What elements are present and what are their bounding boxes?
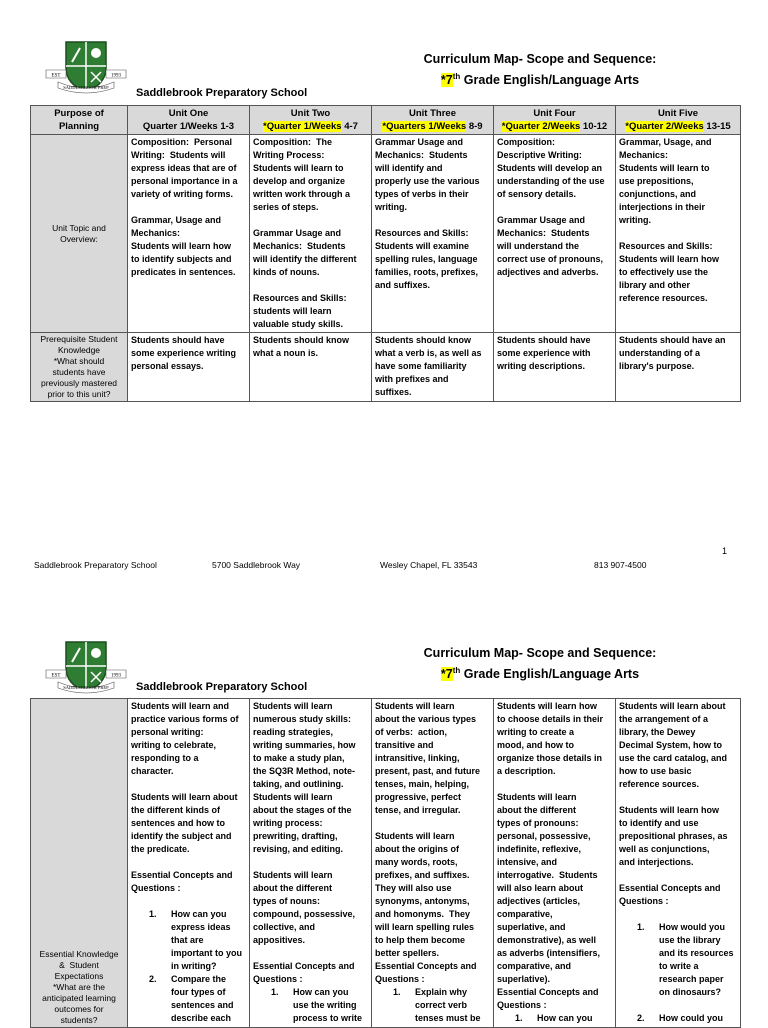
- question-item: [497, 1012, 612, 1025]
- cell-line: personal essays.: [131, 361, 204, 371]
- question-text: [659, 1012, 737, 1025]
- cell-line: Prerequisite Student: [40, 334, 118, 344]
- essential-knowledge-row: [31, 699, 741, 1028]
- cell-line: and interjections.: [619, 857, 694, 867]
- unit-header: Unit Four *Quarter 2/Weeks 10-12: [494, 106, 616, 135]
- footer-phone: 813 907-4500: [594, 560, 647, 570]
- cell-line: Students will learn: [253, 701, 333, 711]
- cell-line: compound, possessive,: [253, 909, 356, 919]
- cell-line: will also learn about: [497, 883, 584, 893]
- cell-line: describe each: [171, 1013, 232, 1023]
- school-name: Saddlebrook Preparatory School: [136, 681, 308, 693]
- cell-line: writing descriptions.: [497, 361, 586, 371]
- table-cell: [616, 135, 741, 333]
- cell-line: [375, 214, 490, 227]
- unit-header: Unit Two *Quarter 1/Weeks 4-7: [250, 106, 372, 135]
- cell-line: about the stages of the: [253, 805, 352, 815]
- prerequisite-row: [31, 333, 741, 402]
- cell-line: comparative, and: [497, 961, 572, 971]
- cell-line: [619, 869, 737, 882]
- cell-line: [619, 227, 737, 240]
- cell-line: kinds of nouns.: [253, 267, 320, 277]
- cell-line: will learn spelling rules: [375, 922, 475, 932]
- cell-line: Questions :: [497, 1000, 547, 1010]
- cell-line: prefixes, and suffixes.: [375, 870, 470, 880]
- cell-line: some experience with: [497, 348, 591, 358]
- unit-topic-label: [31, 135, 128, 333]
- cell-line: writing to create a: [497, 727, 575, 737]
- cell-line: Mechanics: Students: [497, 228, 590, 238]
- curriculum-table-page2: [30, 698, 741, 1028]
- cell-line: to make a study plan,: [253, 753, 345, 763]
- cell-line: Descriptive Writing:: [497, 150, 582, 160]
- cell-line: express ideas that are of: [131, 163, 237, 173]
- cell-line: *What are the: [53, 982, 105, 992]
- question-text: [659, 921, 737, 999]
- unit-header: Unit Five *Quarter 2/Weeks 13-15: [616, 106, 741, 135]
- cell-line: Expectations: [54, 971, 104, 981]
- cell-line: about the various types: [375, 714, 477, 724]
- cell-line: Grammar Usage and: [497, 215, 586, 225]
- cell-line: understanding of a: [619, 348, 700, 358]
- cell-line: express ideas: [171, 922, 231, 932]
- cell-line: Mechanics:: [619, 150, 669, 160]
- cell-line: variety of writing forms.: [131, 189, 234, 199]
- cell-line: Unit Topic and: [52, 222, 106, 233]
- table-cell: [250, 135, 372, 333]
- logo-year: 1993: [111, 73, 121, 79]
- cell-line: mood, and how to: [497, 740, 574, 750]
- unit-header: Unit One Quarter 1/Weeks 1-3: [128, 106, 250, 135]
- cell-line: personal, possessive,: [497, 831, 591, 841]
- cell-line: use the library: [659, 935, 721, 945]
- cell-line: anticipated learning: [42, 993, 116, 1003]
- cell-line: conjunctions, and: [619, 189, 697, 199]
- cell-line: Grammar Usage and: [375, 137, 464, 147]
- cell-line: Students will examine: [375, 241, 470, 251]
- table-cell: [616, 699, 741, 1028]
- cell-line: Students will learn about: [619, 701, 726, 711]
- cell-line: identify the subject and: [131, 831, 232, 841]
- cell-line: of verbs: action,: [375, 727, 448, 737]
- cell-line: students will learn: [253, 306, 332, 316]
- cell-line: Grammar, Usage and: [131, 215, 222, 225]
- cell-line: demonstrative), as well: [497, 935, 597, 945]
- cell-line: to help them become: [375, 935, 466, 945]
- logo-banner: SADDLEBROOK PREP: [63, 685, 109, 690]
- cell-line: use the writing: [293, 1000, 357, 1010]
- cell-line: Composition: The: [253, 137, 332, 147]
- cell-line: suffixes.: [375, 387, 412, 397]
- cell-line: understanding of the use: [497, 176, 605, 186]
- cell-line: Students should have an: [619, 335, 726, 345]
- cell-line: How can you: [537, 1013, 593, 1023]
- cell-line: Essential Concepts and: [375, 961, 477, 971]
- cell-line: series of steps.: [253, 202, 319, 212]
- cell-line: types of nouns:: [253, 896, 320, 906]
- cell-line: writing.: [619, 215, 651, 225]
- question-number: 2.: [637, 1013, 645, 1023]
- question-item: [619, 921, 737, 999]
- question-item: [619, 1012, 737, 1025]
- cell-line: types of verbs in their: [375, 189, 469, 199]
- cell-line: [253, 214, 368, 227]
- cell-line: that are: [171, 935, 204, 945]
- cell-line: Mechanics: Students: [253, 241, 346, 251]
- cell-line: Decimal System, how to: [619, 740, 723, 750]
- table-cell: [494, 699, 616, 1028]
- cell-line: library and other: [619, 280, 691, 290]
- cell-line: to choose details in their: [497, 714, 604, 724]
- cell-line: Knowledge: [57, 345, 101, 355]
- cell-line: previously mastered: [40, 378, 118, 388]
- cell-line: Questions :: [375, 974, 425, 984]
- cell-line: How could you: [659, 1013, 723, 1023]
- question-number: 1.: [637, 922, 645, 932]
- cell-line: Composition:: [497, 137, 555, 147]
- question-text: [537, 1012, 612, 1025]
- question-text: [415, 986, 490, 1025]
- question-item: [253, 986, 368, 1025]
- cell-line: Resources and Skills:: [375, 228, 469, 238]
- cell-line: in writing?: [171, 961, 217, 971]
- cell-line: tenses, main, helping,: [375, 779, 470, 789]
- cell-line: intensive, and: [497, 857, 558, 867]
- cell-line: comparative,: [497, 909, 553, 919]
- cell-line: to identify and use: [619, 818, 699, 828]
- title-line-2: *7th Grade English/Language Arts: [440, 72, 640, 88]
- essential-knowledge-label: [31, 699, 128, 1028]
- footer-address: 5700 Saddlebrook Way: [212, 560, 301, 570]
- cell-line: as adverbs (intensifiers,: [497, 948, 601, 958]
- table-cell: [128, 333, 250, 402]
- question-item: [131, 908, 246, 973]
- cell-line: process to write: [293, 1013, 363, 1023]
- logo-year: 1993: [111, 673, 121, 679]
- question-text: [659, 999, 737, 1012]
- cell-line: Students will learn: [253, 870, 333, 880]
- cell-line: students?: [60, 1015, 98, 1025]
- table-cell: [250, 699, 372, 1028]
- cell-line: to identify subjects and: [131, 254, 232, 264]
- cell-line: Questions :: [253, 974, 303, 984]
- cell-line: will identify the different: [253, 254, 357, 264]
- cell-line: Explain why: [415, 987, 468, 997]
- cell-line: valuable study skills.: [253, 319, 344, 329]
- cell-line: Resources and Skills:: [619, 241, 713, 251]
- cell-line: Grammar Usage and: [253, 228, 342, 238]
- table-cell: [250, 333, 372, 402]
- school-crest-logo: [44, 638, 128, 696]
- cell-line: [619, 791, 737, 804]
- cell-line: intransitive, linking,: [375, 753, 460, 763]
- cell-line: Compare the: [171, 974, 227, 984]
- cell-line: appositives.: [253, 935, 306, 945]
- school-name: Saddlebrook Preparatory School: [136, 87, 308, 99]
- cell-line: about the origins of: [375, 844, 459, 854]
- cell-line: Composition: Personal: [131, 137, 233, 147]
- question-item: [375, 986, 490, 1025]
- cell-line: with prefixes and: [375, 374, 449, 384]
- cell-line: to effectively use the: [619, 267, 709, 277]
- cell-line: reference resources.: [619, 293, 708, 303]
- cell-line: Writing: Students will: [131, 150, 226, 160]
- cell-line: revising, and editing.: [253, 844, 344, 854]
- cell-line: collective, and: [253, 922, 316, 932]
- cell-line: tense, and irregular.: [375, 805, 461, 815]
- cell-line: How can you: [293, 987, 349, 997]
- cell-line: interjections in their: [619, 202, 706, 212]
- table-cell: [372, 135, 494, 333]
- cell-line: use the card catalog, and: [619, 753, 728, 763]
- table-cell: [372, 333, 494, 402]
- cell-line: They will also use: [375, 883, 452, 893]
- table-cell: [494, 135, 616, 333]
- cell-line: about the different: [497, 805, 576, 815]
- question-number: 1.: [393, 987, 401, 997]
- cell-line: Grammar, Usage, and: [619, 137, 712, 147]
- table-cell: [616, 333, 741, 402]
- logo-est: EST: [51, 673, 61, 679]
- cell-line: adjectives (articles,: [497, 896, 581, 906]
- question-number: 1.: [515, 1013, 523, 1023]
- cell-line: and its resources: [659, 948, 734, 958]
- question-text: [293, 986, 368, 1025]
- cell-line: Students will learn to: [619, 163, 710, 173]
- cell-line: [659, 999, 737, 1012]
- cell-line: Students should know: [375, 335, 471, 345]
- cell-line: synonyms, antonyms,: [375, 896, 470, 906]
- cell-line: research paper: [659, 974, 724, 984]
- footer-city: Wesley Chapel, FL 33543: [380, 560, 478, 570]
- cell-line: taking, and outlining.: [253, 779, 344, 789]
- cell-line: outcomes for: [54, 1004, 104, 1014]
- cell-line: will understand the: [497, 241, 580, 251]
- cell-line: organize those details in: [497, 753, 603, 763]
- cell-line: correct verb: [415, 1000, 468, 1010]
- cell-line: on dinosaurs?: [659, 987, 722, 997]
- cell-line: superlative).: [497, 974, 551, 984]
- cell-line: [131, 201, 246, 214]
- cell-line: written work through a: [253, 189, 351, 199]
- table-cell: [494, 333, 616, 402]
- cell-line: Questions :: [131, 883, 181, 893]
- cell-line: what a noun is.: [253, 348, 319, 358]
- question-item: [131, 973, 246, 1025]
- cell-line: personal importance in a: [131, 176, 238, 186]
- document-title: [390, 51, 690, 89]
- cell-line: will identify and: [375, 163, 443, 173]
- cell-line: *What should: [53, 356, 105, 366]
- cell-line: spelling rules, language: [375, 254, 478, 264]
- cell-line: Essential Knowledge: [39, 949, 119, 959]
- table-cell: [372, 699, 494, 1028]
- cell-line: [497, 778, 612, 791]
- cell-line: Essential Concepts and: [619, 883, 721, 893]
- cell-line: properly use the various: [375, 176, 480, 186]
- purpose-header: Purpose of Planning: [31, 106, 128, 135]
- logo-est: EST: [51, 73, 61, 79]
- cell-line: interrogative. Students: [497, 870, 598, 880]
- cell-line: indefinite, reflexive,: [497, 844, 582, 854]
- page-2: [0, 600, 768, 1024]
- cell-line: Students will develop an: [497, 163, 603, 173]
- cell-line: adjectives and adverbs.: [497, 267, 599, 277]
- cell-line: reference sources.: [619, 779, 700, 789]
- page-number: 1: [722, 546, 728, 556]
- cell-line: well as conjunctions,: [619, 844, 710, 854]
- cell-line: the predicate.: [131, 844, 190, 854]
- unit-header: Unit Three *Quarters 1/Weeks 8-9: [372, 106, 494, 135]
- cell-line: Students will learn how: [619, 254, 720, 264]
- table-cell: [128, 699, 250, 1028]
- cell-line: [619, 908, 737, 921]
- cell-line: personal writing:: [131, 727, 204, 737]
- cell-line: how to use basic: [619, 766, 692, 776]
- cell-line: prior to this unit?: [47, 389, 111, 399]
- cell-line: [253, 279, 368, 292]
- cell-line: use prepositions,: [619, 176, 694, 186]
- cell-line: Students will learn how: [619, 805, 720, 815]
- cell-line: writing process:: [253, 818, 323, 828]
- cell-line: Writing Process:: [253, 150, 325, 160]
- cell-line: & Student: [59, 960, 99, 970]
- cell-line: Students will learn: [375, 831, 455, 841]
- question-number: 2.: [149, 974, 157, 984]
- cell-line: and suffixes.: [375, 280, 431, 290]
- cell-line: Students should know: [253, 335, 349, 345]
- cell-line: develop and organize: [253, 176, 346, 186]
- title-line-1: Curriculum Map- Scope and Sequence:: [423, 52, 657, 66]
- cell-line: predicates in sentences.: [131, 267, 236, 277]
- cell-line: superlative, and: [497, 922, 566, 932]
- cell-line: the different kinds of: [131, 805, 221, 815]
- cell-line: progressive, perfect: [375, 792, 462, 802]
- cell-line: [253, 947, 368, 960]
- cell-line: writing summaries, how: [253, 740, 356, 750]
- cell-line: transitive and: [375, 740, 434, 750]
- curriculum-table-page1: [30, 105, 741, 402]
- cell-line: Essential Concepts and: [253, 961, 355, 971]
- cell-line: [131, 778, 246, 791]
- cell-line: responding to a: [131, 753, 199, 763]
- question-number: 1.: [149, 909, 157, 919]
- cell-line: about the different: [253, 883, 332, 893]
- unit-topic-row: [31, 135, 741, 333]
- cell-line: families, roots, prefixes,: [375, 267, 479, 277]
- title-line-2: *7th Grade English/Language Arts: [440, 666, 640, 682]
- question-text: [171, 908, 246, 973]
- question-text: [171, 973, 246, 1025]
- cell-line: Students will learn to: [253, 163, 344, 173]
- cell-line: character.: [131, 766, 174, 776]
- cell-line: better spellers.: [375, 948, 440, 958]
- cell-line: writing to celebrate,: [131, 740, 217, 750]
- cell-line: numerous study skills:: [253, 714, 352, 724]
- cell-line: Students will learn how: [131, 241, 232, 251]
- cell-line: Essential Concepts and: [131, 870, 233, 880]
- cell-line: Students will learn: [253, 792, 333, 802]
- cell-line: [375, 817, 490, 830]
- cell-line: many words, roots,: [375, 857, 458, 867]
- prerequisite-label: [31, 333, 128, 402]
- cell-line: the SQ3R Method, note-: [253, 766, 355, 776]
- cell-line: Students should have: [131, 335, 225, 345]
- cell-line: prepositional phrases, as: [619, 831, 728, 841]
- cell-line: students have: [52, 367, 106, 377]
- cell-line: Overview:: [60, 233, 98, 244]
- cell-line: Questions :: [619, 896, 669, 906]
- cell-line: sentences and: [171, 1000, 234, 1010]
- cell-line: writing.: [375, 202, 407, 212]
- cell-line: what a verb is, as well as: [375, 348, 482, 358]
- cell-line: tenses must be: [415, 1013, 481, 1023]
- cell-line: Resources and Skills:: [253, 293, 347, 303]
- cell-line: Mechanics:: [131, 228, 181, 238]
- cell-line: Mechanics: Students: [375, 150, 468, 160]
- cell-line: prewriting, drafting,: [253, 831, 338, 841]
- cell-line: [131, 856, 246, 869]
- table-cell: [128, 135, 250, 333]
- cell-line: library, the Dewey: [619, 727, 696, 737]
- cell-line: four types of: [171, 987, 226, 997]
- cell-line: to write a: [659, 961, 699, 971]
- cell-line: some experience writing: [131, 348, 237, 358]
- document-title: [390, 645, 690, 683]
- cell-line: have some familiarity: [375, 361, 467, 371]
- cell-line: types of pronouns:: [497, 818, 579, 828]
- logo-banner: SADDLEBROOK PREP: [63, 85, 109, 90]
- table-header-row: [31, 106, 741, 135]
- cell-line: reading strategies,: [253, 727, 334, 737]
- cell-line: sentences and how to: [131, 818, 226, 828]
- question-number: 1.: [271, 987, 279, 997]
- cell-line: Students will learn: [375, 701, 455, 711]
- cell-line: important to you: [171, 948, 242, 958]
- cell-line: Students will learn and: [131, 701, 230, 711]
- question-item: [619, 999, 737, 1012]
- cell-line: correct use of pronouns,: [497, 254, 604, 264]
- cell-line: [253, 856, 368, 869]
- cell-line: and homonyms. They: [375, 909, 471, 919]
- cell-line: a description.: [497, 766, 556, 776]
- cell-line: practice various forms of: [131, 714, 239, 724]
- cell-line: Students will learn: [497, 792, 577, 802]
- cell-line: Essential Concepts and: [497, 987, 599, 997]
- cell-line: How would you: [659, 922, 725, 932]
- cell-line: Students will learn about: [131, 792, 238, 802]
- cell-line: Students should have: [497, 335, 591, 345]
- cell-line: Students will learn how: [497, 701, 598, 711]
- cell-line: of sensory details.: [497, 189, 577, 199]
- cell-line: library's purpose.: [619, 361, 695, 371]
- question-number: [619, 999, 659, 1012]
- cell-line: [131, 895, 246, 908]
- cell-line: the arrangement of a: [619, 714, 709, 724]
- school-crest-logo: [44, 38, 128, 96]
- cell-line: How can you: [171, 909, 227, 919]
- footer-school: Saddlebrook Preparatory School: [34, 560, 157, 570]
- cell-line: [497, 201, 612, 214]
- title-line-1: Curriculum Map- Scope and Sequence:: [423, 646, 657, 660]
- cell-line: present, past, and future: [375, 766, 481, 776]
